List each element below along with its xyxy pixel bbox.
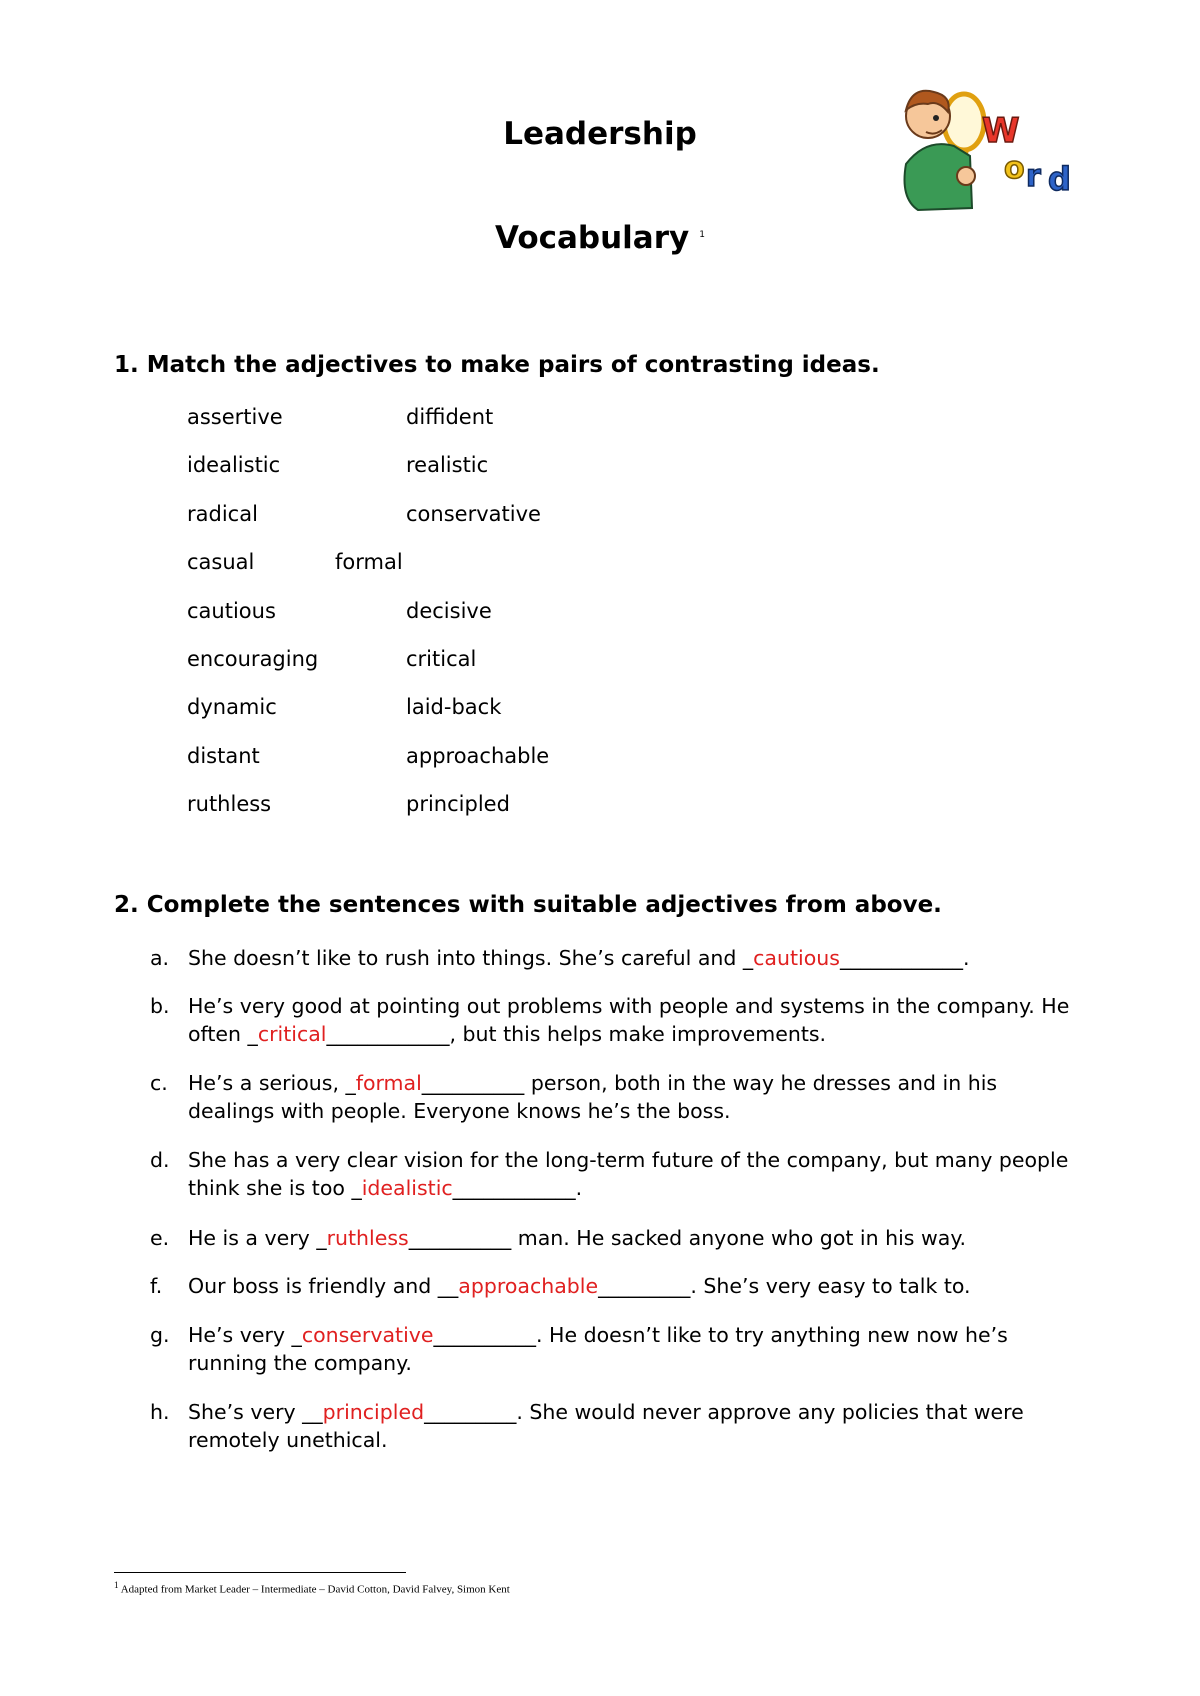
pair-word-right: conservative bbox=[406, 501, 541, 526]
sentence-item bbox=[150, 992, 1080, 1048]
footnote bbox=[114, 1580, 510, 1596]
pair-word-right: critical bbox=[406, 646, 477, 671]
pair-word-right: laid-back bbox=[406, 695, 502, 720]
sentence-item bbox=[150, 1224, 1080, 1252]
sentence-item bbox=[150, 1146, 1080, 1202]
item-letter: f. bbox=[150, 1274, 163, 1298]
footnote-reference: 1 bbox=[699, 229, 705, 240]
sentence-text: She has a very clear vision for the long-term future of the company, but many people think she is too _idealistic____________. bbox=[188, 1148, 1069, 1200]
item-letter: a. bbox=[150, 946, 170, 970]
svg-text:d: d bbox=[1048, 160, 1071, 198]
pair-row bbox=[187, 695, 687, 743]
answer-text: idealistic bbox=[361, 1176, 453, 1200]
sentence-item bbox=[150, 944, 1080, 972]
pair-row bbox=[187, 550, 687, 598]
answer-text: principled bbox=[322, 1400, 425, 1424]
pair-word-left: casual bbox=[187, 550, 255, 575]
pair-row bbox=[187, 792, 687, 840]
footnote-divider bbox=[114, 1572, 406, 1573]
page-title: Leadership bbox=[503, 116, 697, 152]
sentence-text: She doesn’t like to rush into things. She’s careful and _cautious____________. bbox=[188, 946, 970, 970]
pair-word-left: ruthless bbox=[187, 792, 272, 817]
sentence-item bbox=[150, 1321, 1080, 1377]
sentence-text: He’s a serious, _formal__________ person, both in the way he dresses and in his dealings with people. Everyone knows he’s the boss. bbox=[188, 1071, 998, 1123]
pair-row bbox=[187, 599, 687, 647]
section-2-heading: 2. Complete the sentences with suitable adjectives from above. bbox=[114, 892, 942, 918]
answer-text: formal bbox=[355, 1071, 422, 1095]
sentence-text: He is a very _ruthless__________ man. He sacked anyone who got in his way. bbox=[188, 1226, 967, 1250]
pair-row bbox=[187, 744, 687, 792]
pair-word-right: principled bbox=[406, 792, 510, 817]
svg-text:r: r bbox=[1026, 159, 1041, 194]
answer-text: conservative bbox=[301, 1323, 434, 1347]
pair-row bbox=[187, 453, 687, 501]
boy-magnifier-clipart bbox=[886, 86, 1092, 224]
pair-word-left: idealistic bbox=[187, 453, 281, 478]
svg-text:W: W bbox=[982, 111, 1020, 151]
footnote-marker: 1 bbox=[114, 1580, 119, 1590]
sentence-item bbox=[150, 1398, 1080, 1454]
item-letter: e. bbox=[150, 1226, 170, 1250]
pair-word-left: radical bbox=[187, 501, 258, 526]
footnote-text: Adapted from Market Leader – Intermediate – David Cotton, David Falvey, Simon Kent bbox=[120, 1583, 510, 1596]
sentence-text: Our boss is friendly and __approachable_________. She’s very easy to talk to. bbox=[188, 1274, 971, 1298]
answer-text: ruthless bbox=[326, 1226, 409, 1250]
sentence-item bbox=[150, 1069, 1080, 1125]
pair-word-left: assertive bbox=[187, 405, 283, 429]
page-subtitle bbox=[0, 220, 1200, 256]
pair-word-right: formal bbox=[335, 550, 403, 575]
subtitle-text: Vocabulary bbox=[495, 220, 690, 256]
adjective-pairs-list bbox=[187, 405, 687, 841]
answer-text: approachable bbox=[458, 1274, 599, 1298]
pair-word-left: cautious bbox=[187, 598, 276, 623]
pair-word-right: decisive bbox=[406, 598, 492, 623]
pair-word-right: diffident bbox=[406, 405, 494, 429]
pair-word-left: encouraging bbox=[187, 646, 319, 671]
sentence-item bbox=[150, 1272, 1080, 1300]
item-letter: d. bbox=[150, 1148, 170, 1172]
item-letter: g. bbox=[150, 1323, 170, 1347]
pair-word-left: dynamic bbox=[187, 695, 277, 720]
item-letter: h. bbox=[150, 1400, 170, 1424]
pair-word-right: realistic bbox=[406, 453, 489, 478]
pair-word-right: approachable bbox=[406, 743, 550, 768]
pair-row bbox=[187, 647, 687, 695]
pair-row bbox=[187, 405, 687, 453]
sentence-text: He’s very good at pointing out problems with people and systems in the company. He often _critical____________, but this helps make improvements. bbox=[188, 994, 1070, 1046]
answer-text: critical bbox=[257, 1022, 327, 1046]
item-letter: c. bbox=[150, 1071, 168, 1095]
sentence-text: She’s very __principled_________. She would never approve any policies that were remotely unethical. bbox=[188, 1400, 1024, 1452]
pair-row bbox=[187, 502, 687, 550]
answer-text: cautious bbox=[753, 946, 840, 970]
pair-word-left: distant bbox=[187, 743, 260, 768]
item-letter: b. bbox=[150, 994, 170, 1018]
word-letters bbox=[982, 111, 1071, 198]
sentence-text: He’s very _conservative__________. He doesn’t like to try anything new now he’s running the company. bbox=[188, 1323, 1008, 1375]
section-1-heading: 1. Match the adjectives to make pairs of contrasting ideas. bbox=[114, 352, 880, 378]
svg-text:o: o bbox=[1004, 151, 1025, 186]
